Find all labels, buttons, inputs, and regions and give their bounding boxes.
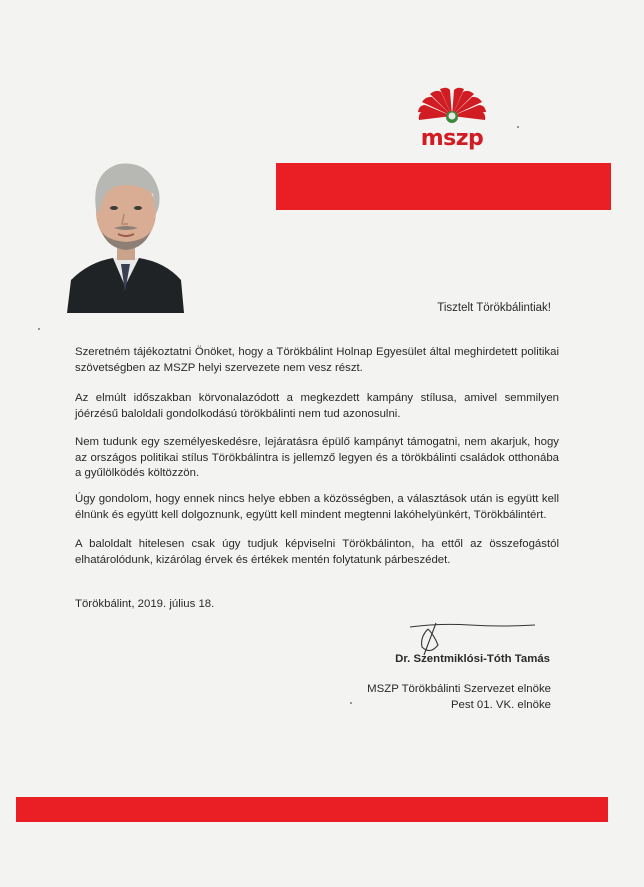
paragraph-5: A baloldalt hitelesen csak úgy tudjuk képviselni Törökbálinton, ha ettől az összefogástól elhatárolódunk, kizárólag érvek és értékek mentén folytatunk párbeszédet.	[75, 538, 559, 566]
date-line: Törökbálint, 2019. július 18.	[75, 598, 215, 610]
red-header-band	[276, 163, 611, 210]
salutation: Tisztelt Törökbálintiak!	[437, 302, 551, 314]
paragraph-4: Úgy gondolom, hogy ennek nincs helye ebben a közösségben, a választások után is együtt kell élnünk és együtt kell dolgoznunk, együtt kell mindent megtenni lakóhelyünkért, Törökbálintért.	[75, 493, 559, 521]
paper-speck	[350, 702, 352, 704]
paragraph-3: Nem tudunk egy személyeskedésre, lejáratásra épülő kampányt támogatni, nem akarjuk, hogy az országos politikai stílus Törökbálintra is jellemző legyen és a törökbálinti családok otthonába a gyűlölködés költözzön.	[75, 436, 559, 479]
paragraph-1: Szeretném tájékoztatni Önöket, hogy a Törökbálint Holnap Egyesület által meghirdetett politikai szövetségben az MSZP helyi szervezete nem vesz részt.	[75, 346, 559, 374]
red-footer-band	[16, 797, 608, 822]
signer-title-1: MSZP Törökbálinti Szervezet elnöke	[367, 683, 551, 695]
author-portrait	[67, 152, 184, 313]
paragraph-2: Az elmúlt időszakban körvonalazódott a megkezdett kampány stílusa, amivel semmilyen jóérzésű baloldali gondolkodású törökbálinti nem tud azonosulni.	[75, 392, 559, 420]
signer-title-2: Pest 01. VK. elnöke	[450, 699, 551, 711]
mszp-logo	[410, 86, 494, 158]
paper-speck	[517, 126, 519, 128]
signer-name: Dr. Szentmiklósi-Tóth Tamás	[395, 653, 550, 665]
paper-speck	[38, 328, 40, 330]
carnation-flower-icon	[410, 86, 494, 130]
logo-wordmark: mszp	[420, 126, 484, 151]
